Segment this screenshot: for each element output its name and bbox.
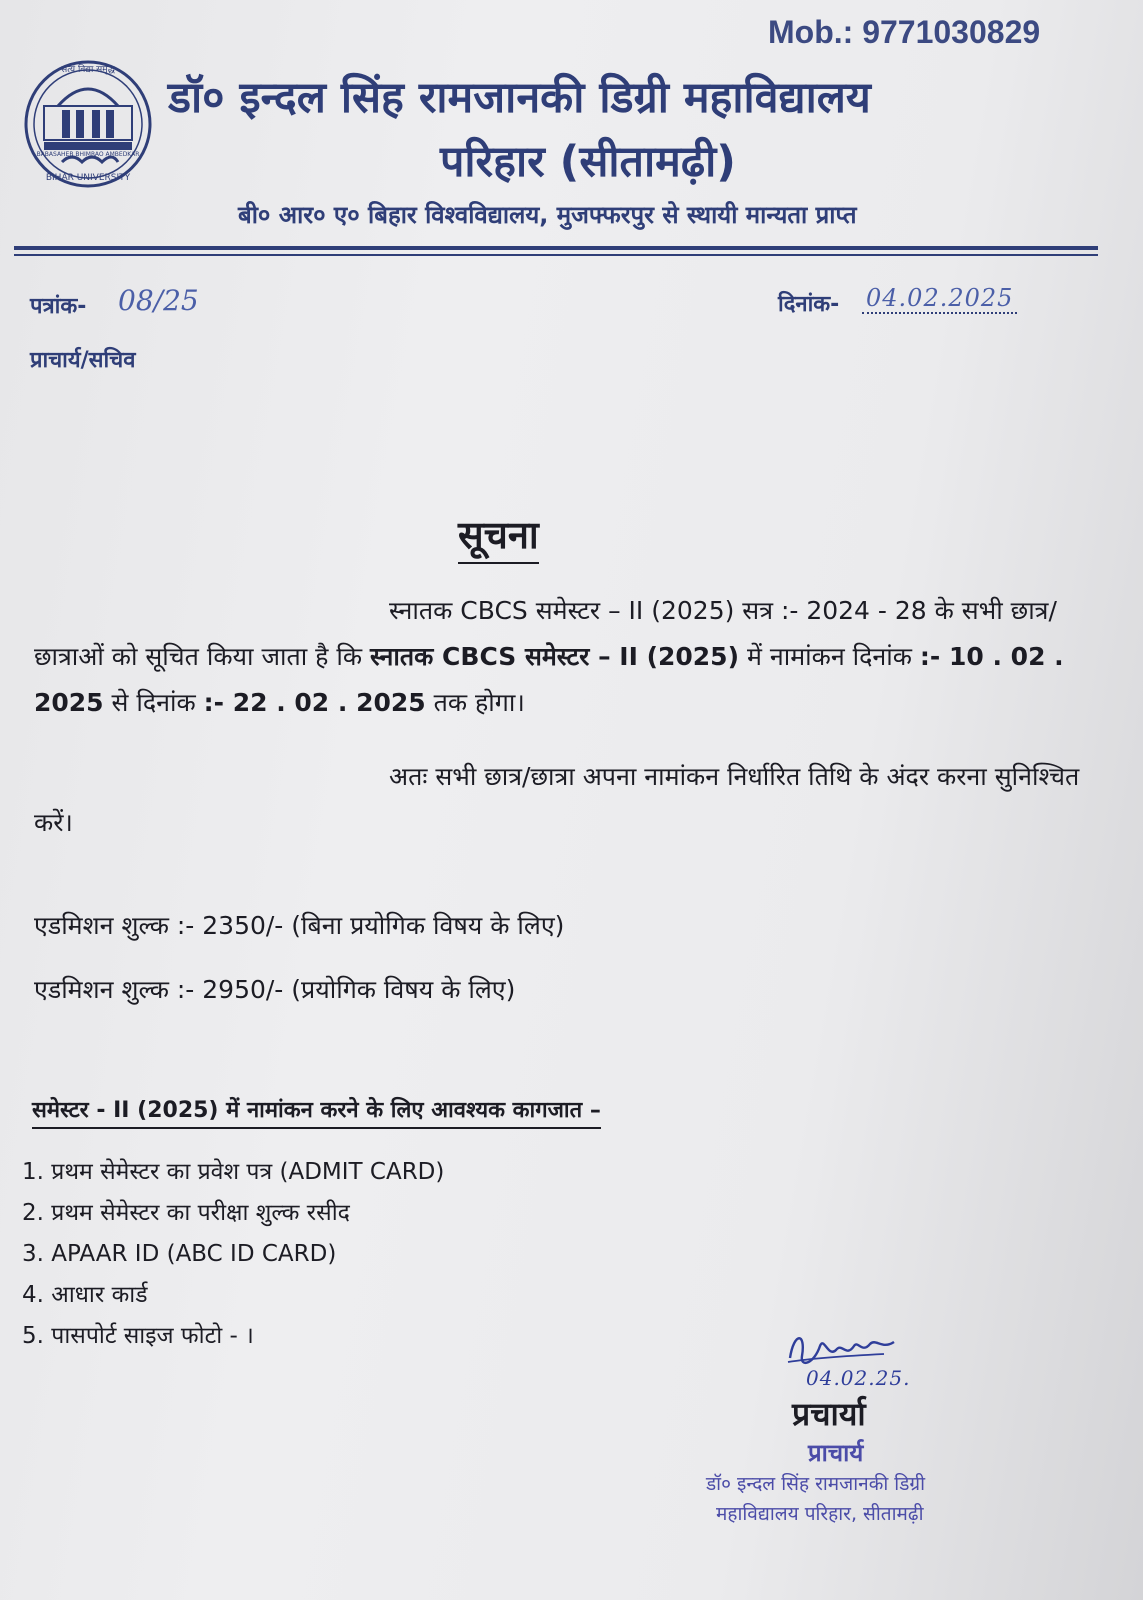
- admission-fee-non-practical: एडमिशन शुल्क :- 2350/- (बिना प्रयोगिक विषय के लिए): [34, 911, 565, 940]
- university-seal-icon: [22, 44, 158, 196]
- letterhead-rule: [14, 246, 1098, 250]
- list-item: 3. APAAR ID (ABC ID CARD): [22, 1241, 337, 1267]
- documents-heading: समेस्टर - II (2025) में नामांकन करने के लिए आवश्यक कागजात –: [32, 1094, 601, 1129]
- ref-number-label: पत्रांक-: [30, 294, 87, 319]
- p1-end-date: :- 22 . 02 . 2025: [203, 688, 426, 717]
- p1-text-e: से दिनांक: [103, 688, 204, 717]
- list-item: 2. प्रथम सेमेस्टर का परीक्षा शुल्क रसीद: [22, 1200, 350, 1226]
- p1-text-a: स्नातक CBCS समेस्टर – II (2025) सत्र :- 2024 - 28 के सभी छात्र/छात्राओं को सूचित किया जाता है कि: [34, 596, 1057, 671]
- p1-text-g: तक होगा।: [425, 688, 525, 717]
- seal-ring-text: BABASAHEB BHIMRAO AMBEDKAR: [36, 151, 140, 158]
- letterhead-rule-thin: [14, 254, 1098, 256]
- date-value: 04.02.2025: [862, 284, 1017, 314]
- college-name-line2: परिहार (सीतामढ़ी): [440, 137, 736, 187]
- stamp-line-1: डॉ० इन्दल सिंह रामजानकी डिग्री: [706, 1473, 926, 1495]
- documents-list: [22, 1152, 444, 1357]
- list-item: 4. आधार कार्ड: [22, 1282, 148, 1308]
- mobile-number: Mob.: 9771030829: [768, 14, 1041, 50]
- date-label: दिनांक-: [778, 292, 840, 317]
- seal-bottom-text: BIHAR UNIVERSITY: [45, 173, 131, 183]
- seal-top-text: सत्यं विद्या समृद्ध: [61, 65, 115, 75]
- p2-text: अतः सभी छात्र/छात्रा अपना नामांकन निर्धारित तिथि के अंदर करना सुनिश्चित करें।: [34, 762, 1080, 837]
- designation: प्रचार्या: [792, 1395, 866, 1433]
- stamp-title: प्राचार्य: [808, 1439, 864, 1467]
- notice-heading: सूचना: [458, 508, 539, 564]
- p1-course: स्नातक CBCS समेस्टर – II (2025): [369, 642, 740, 671]
- signature-date: 04.02.25.: [806, 1366, 911, 1390]
- list-item: 5. पासपोर्ट साइज फोटो - ।: [22, 1323, 254, 1349]
- ref-number-value: 08/25: [118, 284, 199, 317]
- p1-text-c: में नामांकन दिनांक: [739, 642, 920, 671]
- stamp-line-2: महाविद्यालय परिहार, सीतामढ़ी: [716, 1503, 924, 1525]
- from-label: प्राचार्य/सचिव: [30, 348, 136, 373]
- college-name-line1: डॉ० इन्दल सिंह रामजानकी डिग्री महाविद्यालय: [168, 73, 871, 123]
- notice-paragraph-1: [34, 588, 1084, 726]
- notice-paragraph-2: [34, 754, 1084, 846]
- admission-fee-practical: एडमिशन शुल्क :- 2950/- (प्रयोगिक विषय के लिए): [34, 975, 516, 1004]
- list-item: 1. प्रथम सेमेस्टर का प्रवेश पत्र (ADMIT CARD): [22, 1159, 445, 1185]
- affiliation-text: बी० आर० ए० बिहार विश्वविद्यालय, मुजफ्फरपुर से स्थायी मान्यता प्राप्त: [238, 201, 857, 229]
- p1-start-date: :- 10 . 02 . 2025: [34, 642, 1064, 717]
